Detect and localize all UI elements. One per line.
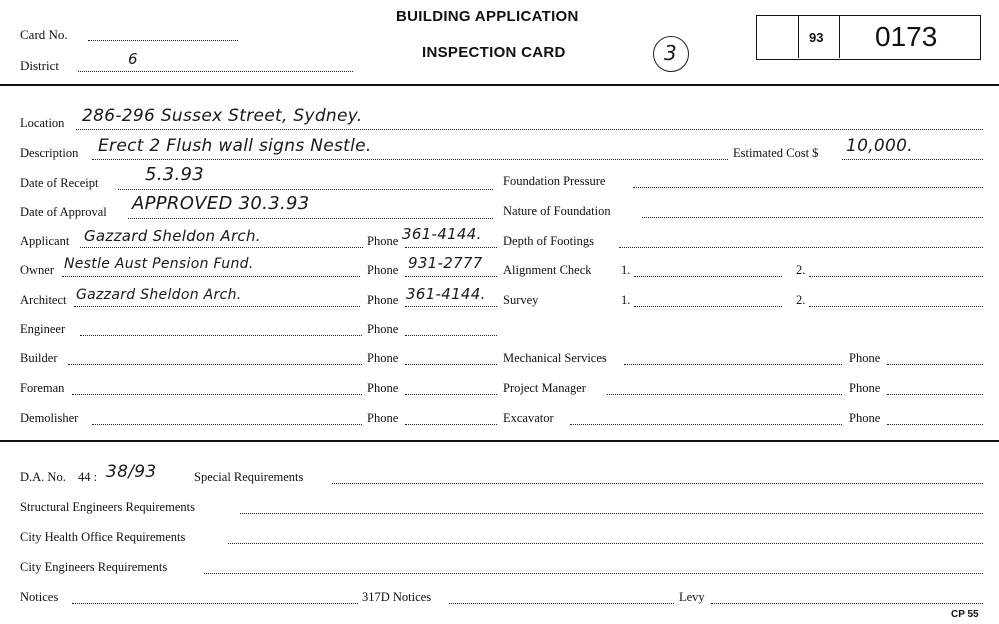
circled-number-value: 3 [664, 41, 678, 65]
demolisher-label: Demolisher [20, 411, 79, 425]
form-subtitle: INSPECTION CARD [422, 44, 566, 61]
architect-value: Gazzard Sheldon Arch. [76, 287, 242, 303]
mechanical-label: Mechanical Services [503, 351, 607, 365]
applicant-field[interactable] [80, 247, 363, 248]
alignment-check-1-label: 1. [621, 263, 631, 277]
demolisher-phone-field[interactable] [405, 424, 497, 425]
project-manager-field[interactable] [607, 394, 842, 395]
project-manager-phone-field[interactable] [887, 394, 983, 395]
depth-footings-label: Depth of Footings [503, 234, 594, 248]
da-no-prefix: 44 : [78, 470, 98, 484]
health-label: City Health Office Requirements [20, 530, 186, 544]
applicant-value: Gazzard Sheldon Arch. [84, 227, 261, 245]
card-no-field[interactable] [88, 40, 238, 41]
owner-value: Nestle Aust Pension Fund. [64, 256, 254, 272]
da-no-label: D.A. No. [20, 470, 66, 484]
notices-label: Notices [20, 590, 59, 604]
foreman-phone-label: Phone [367, 381, 399, 395]
card-number: 0173 [875, 21, 938, 52]
survey-2-label: 2. [796, 293, 806, 307]
date-receipt-value: 5.3.93 [145, 164, 205, 185]
survey-2-field[interactable] [809, 306, 983, 307]
form-title: BUILDING APPLICATION [396, 8, 579, 25]
builder-label: Builder [20, 351, 58, 365]
alignment-check-label: Alignment Check [503, 263, 592, 277]
structural-label: Structural Engineers Requirements [20, 500, 195, 514]
applicant-phone-value: 361-4144. [402, 225, 482, 243]
owner-label: Owner [20, 263, 55, 277]
description-value: Erect 2 Flush wall signs Nestle. [98, 136, 372, 156]
foundation-pressure-label: Foundation Pressure [503, 174, 606, 188]
foreman-phone-field[interactable] [405, 394, 497, 395]
date-receipt-field[interactable] [118, 189, 493, 190]
mechanical-phone-field[interactable] [887, 364, 983, 365]
survey-label: Survey [503, 293, 539, 307]
engineers-label: City Engineers Requirements [20, 560, 168, 574]
description-field[interactable] [92, 159, 728, 160]
circled-number [653, 36, 689, 72]
da-no-value: 38/93 [106, 462, 157, 482]
excavator-phone-field[interactable] [887, 424, 983, 425]
special-requirements-field[interactable] [332, 483, 983, 484]
notices-317d-label: 317D Notices [362, 590, 432, 604]
owner-phone-field[interactable] [405, 276, 497, 277]
owner-phone-label: Phone [367, 263, 399, 277]
mechanical-field[interactable] [624, 364, 842, 365]
date-approval-label: Date of Approval [20, 205, 107, 219]
card-number-box [756, 15, 981, 60]
architect-phone-label: Phone [367, 293, 399, 307]
alignment-check-1-field[interactable] [634, 276, 782, 277]
special-requirements-label: Special Requirements [194, 470, 304, 484]
mechanical-phone-label: Phone [849, 351, 881, 365]
foreman-label: Foreman [20, 381, 65, 395]
date-receipt-label: Date of Receipt [20, 176, 99, 190]
card-year: 93 [809, 30, 824, 45]
engineer-field[interactable] [80, 335, 362, 336]
excavator-field[interactable] [570, 424, 842, 425]
levy-label: Levy [679, 590, 705, 604]
depth-footings-field[interactable] [619, 247, 983, 248]
applicant-label: Applicant [20, 234, 70, 248]
engineer-phone-label: Phone [367, 322, 399, 336]
owner-field[interactable] [62, 276, 360, 277]
excavator-label: Excavator [503, 411, 554, 425]
excavator-phone-label: Phone [849, 411, 881, 425]
date-approval-value: APPROVED 30.3.93 [132, 193, 310, 214]
district-value: 6 [128, 50, 138, 68]
applicant-phone-label: Phone [367, 234, 399, 248]
levy-field[interactable] [711, 603, 983, 604]
project-manager-phone-label: Phone [849, 381, 881, 395]
notices-317d-field[interactable] [449, 603, 674, 604]
nature-foundation-label: Nature of Foundation [503, 204, 611, 218]
engineer-label: Engineer [20, 322, 66, 336]
header-divider [0, 84, 999, 86]
description-label: Description [20, 146, 79, 160]
foundation-pressure-field[interactable] [633, 187, 983, 188]
architect-phone-value: 361-4144. [406, 285, 486, 303]
architect-field[interactable] [74, 306, 360, 307]
demolisher-phone-label: Phone [367, 411, 399, 425]
estimated-cost-label: Estimated Cost $ [733, 146, 819, 160]
foreman-field[interactable] [72, 394, 362, 395]
estimated-cost-field[interactable] [842, 159, 983, 160]
builder-phone-field[interactable] [405, 364, 497, 365]
notices-field[interactable] [72, 603, 358, 604]
builder-phone-label: Phone [367, 351, 399, 365]
architect-phone-field[interactable] [405, 306, 497, 307]
structural-field[interactable] [240, 513, 983, 514]
location-label: Location [20, 116, 65, 130]
form-code: CP 55 [951, 609, 979, 620]
survey-1-field[interactable] [634, 306, 782, 307]
health-field[interactable] [228, 543, 983, 544]
engineers-field[interactable] [204, 573, 983, 574]
applicant-phone-field[interactable] [405, 247, 497, 248]
architect-label: Architect [20, 293, 67, 307]
engineer-phone-field[interactable] [405, 335, 497, 336]
main-divider [0, 440, 999, 442]
builder-field[interactable] [68, 364, 362, 365]
location-field[interactable] [76, 129, 983, 130]
owner-phone-value: 931-2777 [408, 254, 483, 272]
alignment-check-2-field[interactable] [809, 276, 983, 277]
district-field[interactable] [78, 71, 353, 72]
survey-1-label: 1. [621, 293, 631, 307]
district-label: District [20, 58, 59, 73]
estimated-cost-value: 10,000. [846, 136, 913, 156]
alignment-check-2-label: 2. [796, 263, 806, 277]
date-approval-field[interactable] [128, 218, 493, 219]
card-no-label: Card No. [20, 27, 68, 42]
project-manager-label: Project Manager [503, 381, 586, 395]
nature-foundation-field[interactable] [642, 217, 983, 218]
demolisher-field[interactable] [92, 424, 362, 425]
location-value: 286-296 Sussex Street, Sydney. [82, 106, 363, 126]
